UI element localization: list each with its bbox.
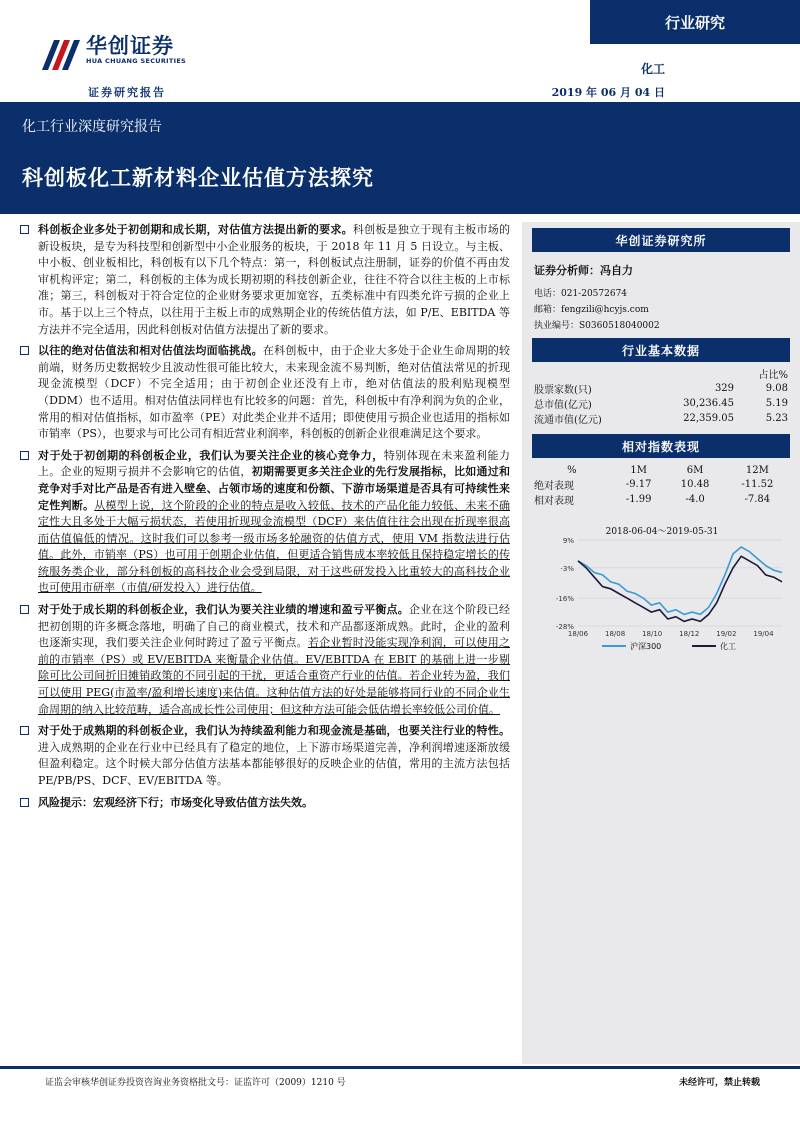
col-header: 6M <box>686 465 704 476</box>
performance-table <box>532 464 790 507</box>
title-banner <box>0 102 800 214</box>
footer-license: 证监会审核华创证券投资咨询业务资格批文号：证监许可（2009）1210 号 <box>45 1078 346 1088</box>
page-footer <box>0 1066 800 1132</box>
analyst-phone: 电话：021-20572674 <box>534 289 628 299</box>
table-row <box>532 464 790 477</box>
chart-legend <box>602 641 736 651</box>
row-pct: 5.19 <box>765 398 788 409</box>
pct-column-header: 占比% <box>758 370 788 381</box>
p4-body-1: 企业在这个阶段已经把初创期的许多概念落地，明确了自己的商业模式，技术和产品都逐渐成熟。此时，企业的盈利也逐渐实现，我们要关注企业何时跨过了盈亏平衡点。 <box>38 603 510 650</box>
performance-chart <box>532 522 790 652</box>
row-value: -11.52 <box>741 479 774 490</box>
row-value: -1.99 <box>625 494 652 505</box>
p5-body: 进入成熟期的企业在行业中已经具有了稳定的地位，上下游市场渠道完善，净利润增速逐渐放缓但盈利稳定。这个时候大部分估值方法基本都能够很好的反映企业的估值，常用的主流方法包括 PE/PB/PS、DCF、EV/EBITDA 等。 <box>38 740 510 787</box>
col-header: 1M <box>630 465 647 476</box>
page-title: 科创板化工新材料企业估值方法探究 <box>22 166 374 190</box>
paragraph-5 <box>20 723 510 789</box>
p3-body-2: 从模型上说，这个阶段的企业的特点是收入较低、技术的产品化能力较低、未来不确定性大且多处于大幅亏损状态，若使用折现现金流模型（DCF）来估值往往会出现在折现率很高而估值偏低的情况。这时我们可以参考一级市场多轮融资的估值方式，使用 VM 指数法进行估值。此外，市销率（PS）也可用于创期企业估值，但更适合销售成本率较低且保持稳定增长的传统服务类企业，部分科创板的高科技企业会受到局限，对于这些研发投入比重较大的高科技企业也可使用市研率（市值/研发投入）进行估值。 <box>38 498 511 595</box>
banner-subtitle: 化工行业深度研究报告 <box>22 119 162 135</box>
bullet-icon <box>20 225 29 234</box>
p5-heading: 对于处于成熟期的科创板企业，我们认为持续盈利能力和现金流是基础，也要关注行业的特性。 <box>38 724 510 738</box>
row-label: 流通市值(亿元) <box>534 415 602 426</box>
p4-heading: 对于处于成长期的科创板企业，我们认为要关注业绩的增速和盈亏平衡点。 <box>38 603 410 617</box>
sidebar <box>522 222 800 1064</box>
report-type: 证券研究报告 <box>88 86 166 99</box>
paragraph-3 <box>20 448 510 597</box>
bullet-icon <box>20 451 29 460</box>
row-value: -4.0 <box>685 494 705 505</box>
y-tick-label: -3% <box>560 564 574 573</box>
main-body <box>20 222 510 816</box>
row-label: 相对表现 <box>534 496 574 507</box>
chart-lines <box>578 547 782 621</box>
legend-label: 化工 <box>720 642 736 651</box>
report-date: 2019 年 06 月 04 日 <box>551 86 665 99</box>
row-pct: 5.23 <box>765 413 788 424</box>
row-value: 22,359.05 <box>683 413 735 424</box>
footer-notice: 未经许可，禁止转载 <box>678 1078 760 1088</box>
x-tick-label: 19/04 <box>753 630 774 638</box>
table-row <box>532 366 790 381</box>
paragraph-1 <box>20 222 510 338</box>
chart-title: 2018-06-04～2019-05-31 <box>605 527 719 537</box>
industry-label: 化工 <box>640 62 665 76</box>
row-value: -9.17 <box>625 479 652 490</box>
paragraph-4 <box>20 602 510 718</box>
row-value: -7.84 <box>744 494 771 505</box>
category-tab: 行业研究 <box>590 0 800 44</box>
logo-en-text: HUA CHUANG SECURITIES <box>86 57 187 65</box>
table-row <box>532 411 790 426</box>
bullet-icon <box>20 605 29 614</box>
p1-body: 科创板是独立于现有主板市场的新设板块，是专为科技型和创新型中小企业服务的板块，于 2018 年 11 月 5 日设立。与主板、中小板、创业板相比，科创板有以下几个特点：第一，科创板试点注册制，证券的价值不再由发审机构评定；第二，科创板的主体为成长期初期的科技创新企业，往往不符合以往主板的上市标准；第三，科创板对于符合定位的企业财务要求更加宽容，五类标准中有四类允许亏损的企业上市。基于以上三个特点，以往用于主板上市的成熟期企业的传统估值方法，如 P/E、EBITDA 等方法并不完全适用，因此科创板对估值方法提出了新的要求。 <box>38 223 510 336</box>
p3-emphasis: 初期需要更多关注企业的先行发展指标，比如通过和竞争对手对比产品是否有进入壁垒、占领市场的速度和份额、下游市场渠道是否具有可持续性来定性判断。 <box>38 465 511 512</box>
row-label: 股票家数(只) <box>534 385 592 396</box>
analyst-label: 证券分析师： <box>534 264 600 277</box>
analyst-name: 冯自力 <box>600 264 633 277</box>
row-value: 329 <box>714 383 735 394</box>
series-line-hs300 <box>578 547 782 614</box>
logo-cn-text: 华创证券 <box>86 34 174 58</box>
bullet-icon <box>20 346 29 355</box>
x-tick-label: 18/10 <box>642 630 663 638</box>
x-tick-label: 18/08 <box>604 630 626 638</box>
table-row <box>532 381 790 396</box>
p3-heading: 对于处于初创期的科创板企业，我们认为要关注企业的核心竞争力， <box>38 448 384 462</box>
performance-header: 相对指数表现 <box>532 434 790 458</box>
x-tick-label: 18/12 <box>679 630 700 638</box>
x-tick-label: 18/06 <box>567 630 589 638</box>
row-value: 10.48 <box>680 479 710 490</box>
row-pct: 9.08 <box>765 383 788 394</box>
y-tick-label: -16% <box>555 595 574 604</box>
p2-body: 在科创板中，由于企业大多处于企业生命周期的较前端，财务历史数据较少且波动性很可能比较大，未来现金流不易判断，绝对估值法常见的折现现金流模型（DCF）不完全适用；由于初创企业还没有上市，绝对估值法的股利贴现模型（DDM）也不适用。相对估值法同样也有比较多的问题：首先，科创板中有净利润为负的企业，常用的相对估值指标，如市盈率（PE）对此类企业并不适用；即使使用亏损企业也适用的指标如市销率（PS），也要求与可比公司有相近营业利润率，科创板的创新企业很难满足这个要求。 <box>38 344 511 441</box>
analyst-license: 执业编号：S0360518040002 <box>534 321 660 331</box>
table-row <box>532 492 790 507</box>
table-row <box>532 396 790 411</box>
company-logo <box>40 30 340 78</box>
x-tick-label: 19/02 <box>716 630 737 638</box>
y-tick-label: -28% <box>555 623 574 631</box>
p1-heading: 科创板企业多处于初创期和成长期，对估值方法提出新的要求。 <box>38 223 353 236</box>
chart-axes <box>556 537 782 638</box>
row-label: 总市值(亿元) <box>534 400 592 411</box>
p2-heading: 以往的绝对估值法和相对估值法均面临挑战。 <box>38 344 263 358</box>
analyst-email: 邮箱：fengzili@hcyjs.com <box>534 305 649 315</box>
bullet-icon <box>20 798 29 807</box>
col-header: 12M <box>745 465 769 476</box>
row-value: 30,236.45 <box>683 398 735 409</box>
legend-label: 沪深300 <box>630 642 662 651</box>
basic-data-table <box>532 366 790 426</box>
bullet-icon <box>20 726 29 735</box>
row-label: 绝对表现 <box>534 481 574 492</box>
analyst <box>534 262 633 278</box>
basic-data-header: 行业基本数据 <box>532 338 790 362</box>
col-header: % <box>567 465 577 476</box>
paragraph-2 <box>20 343 510 443</box>
risk-warning: 风险提示：宏观经济下行；市场变化导致估值方法失效。 <box>38 795 313 809</box>
p3-body-1: 特别体现在未来盈利能力上。企业的短期亏损并不会影响它的估值， <box>38 448 510 479</box>
paragraph-6 <box>20 795 510 812</box>
table-row <box>532 477 790 492</box>
institute-header: 华创证券研究所 <box>532 228 790 252</box>
y-tick-label: 9% <box>562 537 574 545</box>
p4-body-2: 若企业暂时没能实现净利润，可以使用之前的市销率（PS）或 EV/EBITDA 来衡量企业估值。EV/EBITDA 在 EBIT 的基础上进一步剔除可比公司间折旧摊销政策的不同引起的干扰，更适合重资产行业的估值。若企业转为盈，我们可以使用 PEG(市盈率/盈利增长速度)来估值。这种估值方法的好处是能够将同行业的不同企业生命周期的纳入比较范畴，适合高成长性公司使用；但这种方法可能会低估增长率较低公司价值。 <box>38 636 511 716</box>
logo-mark-icon <box>40 32 80 72</box>
